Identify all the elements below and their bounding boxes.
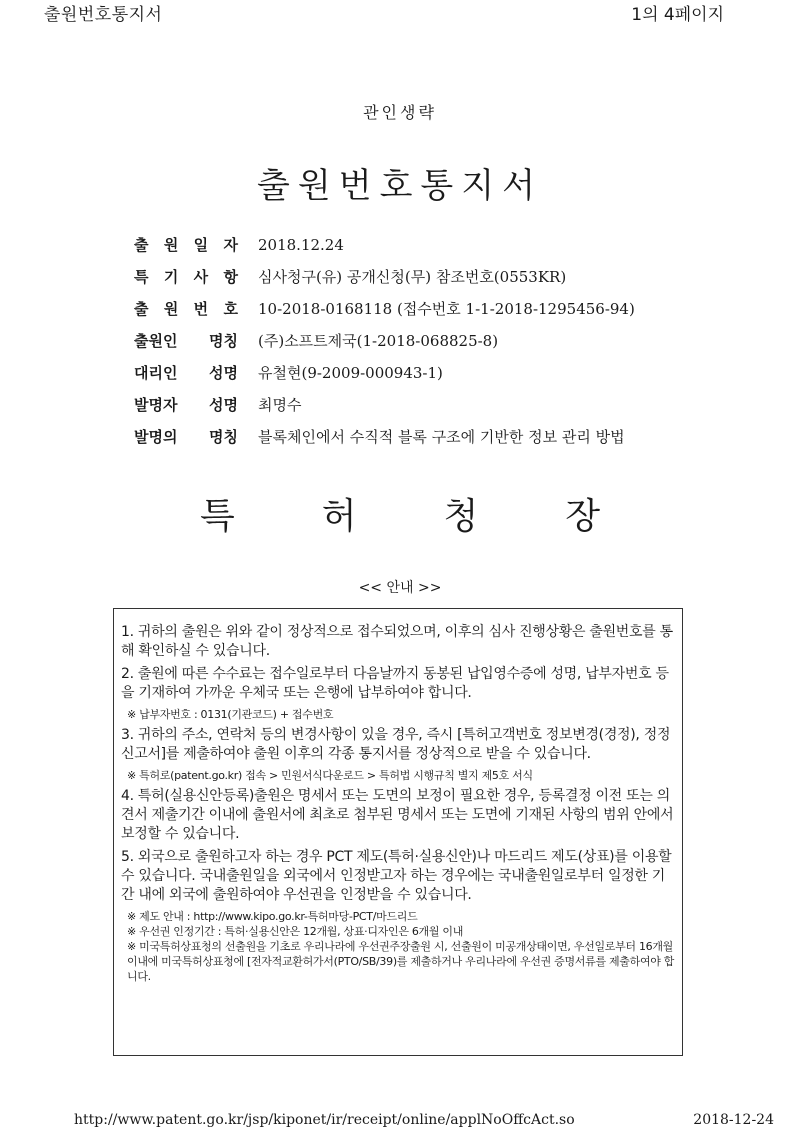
application-info	[134, 234, 635, 458]
info-row-invention-title	[134, 426, 635, 458]
issuer-char: 특	[200, 496, 235, 537]
notice-note-5c: ※ 미국특허상표청의 선출원을 기초로 우리나라에 우선권주장출원 시, 선출원이 미공개상태이면, 우선일로부터 16개월 이내에 미국특허상표청에 [전자적교환허가서(PTO/SB/39)를 제출하거나 우리나라에 우선권 증명서류를 제출하여야 합니다.	[127, 940, 675, 983]
info-row-application-number	[134, 298, 635, 330]
info-label: 발명자 성명	[134, 396, 238, 414]
issuer-char: 장	[565, 496, 600, 537]
issuer-char: 청	[443, 496, 479, 537]
notice-item-1: 1. 귀하의 출원은 위와 같이 정상적으로 접수되었으며, 이후의 심사 진행상황은 출원번호를 통해 확인하실 수 있습니다.	[121, 624, 673, 659]
notice-note-2: ※ 납부자번호 : 0131(기관코드) + 접수번호	[127, 708, 334, 721]
info-value: 블록체인에서 수직적 블록 구조에 기반한 정보 관리 방법	[258, 428, 625, 446]
info-label: 출 원 번 호	[134, 300, 238, 318]
notice-box	[113, 608, 683, 1056]
header-page-info: 1의 4페이지	[631, 5, 724, 25]
notice-notes-5	[121, 909, 676, 984]
info-value: 2018.12.24	[258, 236, 344, 254]
info-value: (주)소프트제국(1-2018-068825-8)	[258, 332, 499, 350]
footer-url: http://www.patent.go.kr/jsp/kiponet/ir/receipt/online/applNoOffcAct.so	[74, 1112, 575, 1128]
info-row-applicant-name	[134, 330, 635, 362]
info-label: 특 기 사 항	[134, 268, 238, 286]
notice-item-3: 3. 귀하의 주소, 연락처 등의 변경사항이 있을 경우, 즉시 [특허고객번호 정보변경(경정), 정정신고서]를 제출하여야 출원 이후의 각종 통지서를 정상적으로 받을 수 있습니다.	[121, 727, 671, 762]
info-row-filing-date	[134, 234, 635, 266]
notice-item-2: 2. 출원에 따른 수수료는 접수일로부터 다음날까지 동봉된 납입영수증에 성명, 납부자번호 등을 기재하여 가까운 우체국 또는 은행에 납부하여야 합니다.	[121, 666, 669, 701]
info-label: 출원인 명칭	[134, 332, 238, 350]
info-row-agent-name	[134, 362, 635, 394]
info-value: 10-2018-0168118 (접수번호 1-1-2018-1295456-94)	[258, 300, 635, 318]
issuer-char: 허	[321, 496, 357, 537]
info-row-special-notes	[134, 266, 635, 298]
info-label: 출 원 일 자	[134, 236, 238, 254]
seal-omitted-label: 관인생략	[363, 103, 437, 122]
info-label: 발명의 명칭	[134, 428, 238, 446]
document-title: 출원번호통지서	[257, 166, 543, 206]
header-doc-name: 출원번호통지서	[44, 5, 163, 25]
info-value: 최명수	[258, 396, 302, 414]
info-label: 대리인 성명	[134, 364, 238, 382]
notice-item-4: 4. 특허(실용신안등록)출원은 명세서 또는 도면의 보정이 필요한 경우, 등록결정 이전 또는 의견서 제출기간 이내에 출원서에 최초로 첨부된 명세서 또는 도면에 기재된 사항의 범위 안에서 보정할 수 있습니다.	[121, 788, 674, 842]
notice-note-5a: ※ 제도 안내 : http://www.kipo.go.kr-특허마당-PCT/마드리드	[127, 910, 418, 923]
info-value: 유철현(9-2009-000943-1)	[258, 364, 443, 382]
notice-item-5: 5. 외국으로 출원하고자 하는 경우 PCT 제도(특허·실용신안)나 마드리드 제도(상표)를 이용할 수 있습니다. 국내출원일을 외국에서 인정받고자 하는 경우에는 국내출원일로부터 일정한 기간 내에 외국에 출원하여야 우선권을 인정받을 수 있습니다.	[121, 849, 672, 903]
footer-date: 2018-12-24	[693, 1112, 774, 1128]
notice-note-5b: ※ 우선권 인정기간 : 특허·실용신안은 12개월, 상표·디자인은 6개월 이내	[127, 925, 464, 938]
issuer-signature	[200, 488, 600, 539]
notice-note-3: ※ 특허로(patent.go.kr) 접속 > 민원서식다운로드 > 특허법 시행규칙 별지 제5호 서식	[127, 769, 533, 782]
guide-heading: << 안내 >>	[358, 580, 442, 596]
info-row-inventor-name	[134, 394, 635, 426]
info-value: 심사청구(유) 공개신청(무) 참조번호(0553KR)	[258, 268, 567, 286]
